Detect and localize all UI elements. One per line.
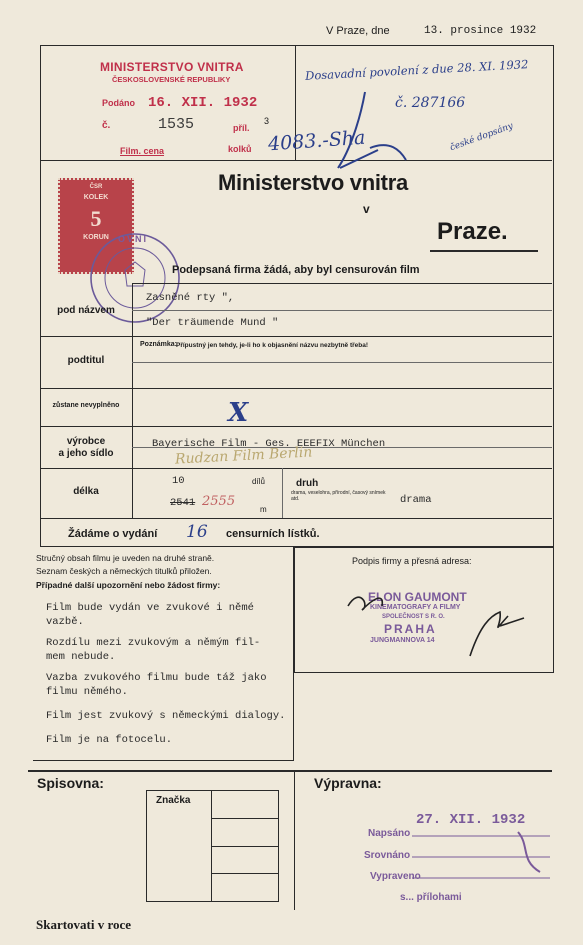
name-value-2: "Der träumende Mund " [146, 317, 279, 329]
signature-scribble [340, 576, 530, 664]
dispatch-label: Výpravna: [314, 775, 382, 791]
compared-label: Srovnáno [364, 850, 411, 861]
firm-stamp-3: SPOLEČNOST S R. O. [382, 614, 445, 620]
dispatch-date: 27. XII. 1932 [416, 812, 526, 828]
handwritten-permit-number: č. 287166 [395, 95, 466, 111]
unfilled-mark: X [228, 398, 249, 428]
title-line3: Praze. [437, 218, 508, 245]
info-line1: Stručný obsah filmu je uveden na druhé straně. [36, 553, 215, 563]
date-typed: 13. prosince 1932 [424, 25, 537, 37]
subtitle-label: podtitul [67, 355, 105, 366]
parts-unit: dílů [252, 477, 265, 486]
place-date-label: V Praze, dne [326, 25, 390, 37]
info-line3: Případné další upozornění nebo žádost firmy: [36, 580, 221, 590]
mark-label: Značka [156, 795, 191, 806]
genre-label: druh [296, 478, 319, 489]
issue-suffix: censurních lístků. [226, 528, 320, 540]
firm-stamp-2: KINEMATOGRAFY A FILMY [370, 604, 461, 611]
length-label: délka [73, 486, 99, 497]
typed-3b: filmu němého. [46, 686, 128, 698]
note-text: Přípustný jen tehdy, je-li ho k objasnění názvu nezbytně třeba! [176, 342, 369, 349]
received-label: Podáno [102, 98, 135, 108]
parts-value: 10 [172, 475, 185, 487]
handwritten-margin-note: české dopsány [448, 121, 515, 154]
cancellation-stamp-text: OVNI [118, 234, 149, 244]
meters-value: 2541 [170, 497, 196, 509]
typed-5: Film je na fotocelu. [46, 734, 173, 746]
stamps-label: kolků [228, 144, 252, 154]
dispatched-label: Vypraveno [370, 871, 421, 882]
meters-fix: 2555 [202, 494, 236, 509]
handwritten-permit-note: Dosavadní povolení z due 28. XI. 1932 [304, 57, 529, 83]
typed-3a: Vazba zvukového filmu bude táž jako [46, 672, 267, 684]
firm-stamp-5: JUNGMANNOVA 14 [370, 637, 435, 644]
producer-label-1: výrobce [66, 436, 106, 447]
genre-sub: drama, veselohra, přírodní, časový snímek atd. [291, 490, 386, 502]
handwritten-scribble [330, 90, 410, 180]
title-line2: v [363, 202, 370, 216]
typed-2a: Rozdílu mezi zvukovým a němým fil- [46, 637, 261, 649]
shred-label: Skartovati v roce [36, 917, 132, 932]
receipt-stamp-line1: MINISTERSTVO VNITRA [100, 60, 244, 74]
producer-note: Rudzan Film Berlin [174, 444, 313, 468]
name-label: pod názvem [57, 305, 115, 316]
typed-1a: Film bude vydán ve zvukové i němé [46, 602, 254, 614]
archive-label: Spisovna: [37, 775, 104, 791]
revenue-stamp: ČSR KOLEK 5 KORUN [58, 178, 134, 274]
producer-value: Bayerische Film - Ges. EEEFIX München [152, 438, 386, 450]
firm-stamp-1: ELON GAUMONT [368, 590, 467, 604]
dispatch-lines [410, 826, 560, 886]
handwritten-ref-number: 4083.-Sha [267, 126, 367, 156]
film-fee-label: Film. cena [120, 146, 165, 156]
firm-stamp-4: PRAHA [384, 622, 437, 636]
attachments-count: 3 [264, 116, 270, 126]
typed-2b: mem nebude. [46, 651, 116, 663]
sent-label: Napsáno [368, 828, 411, 839]
meters-unit: m [260, 505, 267, 514]
issue-prefix: Žádáme o vydání [68, 528, 158, 540]
info-line2: Seznam českých a německých titulků přiložen. [36, 566, 212, 576]
producer-label-2: a jeho sídlo [58, 448, 114, 459]
censor-count: 16 [186, 522, 208, 542]
number-prefix: č. [102, 120, 111, 131]
title-line1: Ministerstvo vnitra [218, 170, 408, 195]
note-label: Poznámka: [140, 341, 177, 348]
signature-label: Podpis firmy a přesná adresa: [352, 556, 472, 566]
receipt-stamp-line2: ČESKOSLOVENSKÉ REPUBLIKY [112, 75, 231, 84]
receipt-number: 1535 [158, 116, 195, 133]
name-value-1: Zasněné rty ", [146, 292, 235, 304]
typed-1b: vazbě. [46, 616, 84, 628]
typed-4: Film jest zvukový s německými dialogy. [46, 710, 286, 722]
genre-value: drama [400, 494, 432, 506]
mark-box [146, 790, 279, 902]
attachments-label: příl. [233, 123, 250, 133]
request-text: Podepsaná firma žádá, aby byl censurován film [172, 264, 420, 276]
received-date: 16. XII. 1932 [148, 95, 258, 111]
with-attachments: s... přílohami [400, 892, 462, 903]
unfilled-label: zůstane nevyplněno [52, 402, 120, 409]
